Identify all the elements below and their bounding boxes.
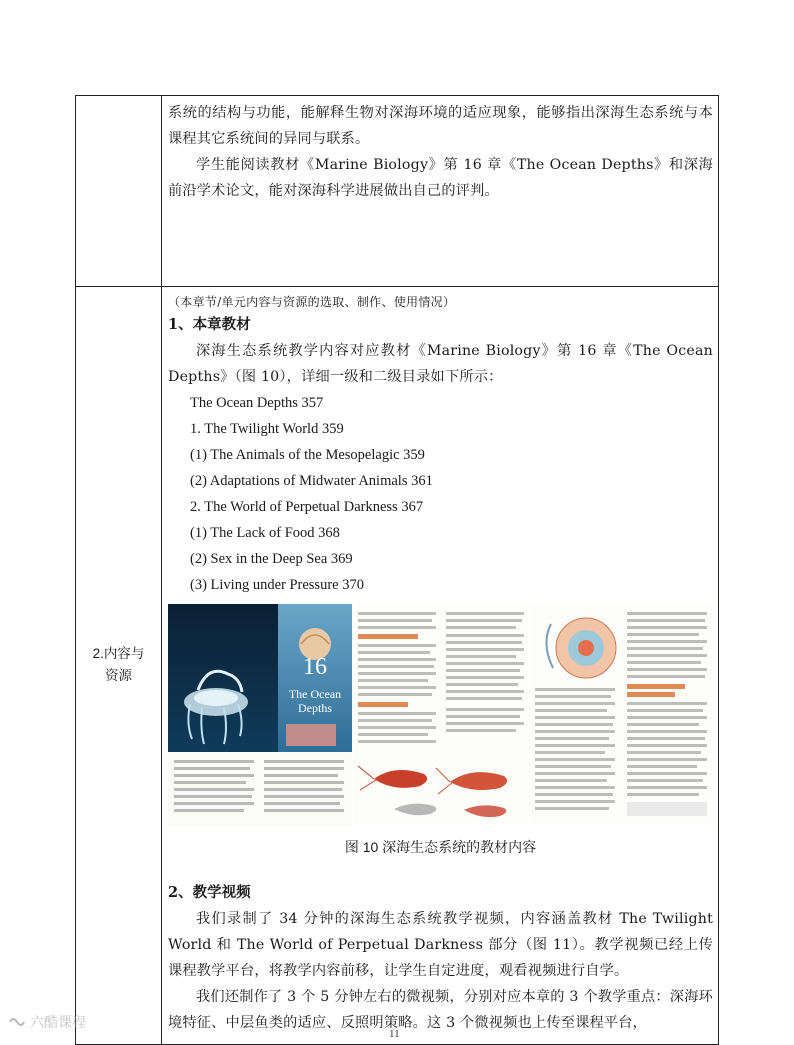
- perpetual-darkness-page-illustration: [531, 604, 713, 826]
- toc-item: (2) Sex in the Deep Sea 369: [190, 551, 353, 567]
- chapter-opener-illustration: [168, 604, 352, 826]
- section-2-title: 2、教学视频: [168, 884, 251, 901]
- watermark-logo-icon: [8, 1015, 26, 1029]
- content-resources-label: [76, 286, 161, 1044]
- chapter-title-line2: Depths: [298, 701, 332, 715]
- chapter-number: 16: [303, 654, 327, 680]
- objectives-paragraph-2: 学生能阅读教材《Marine Biology》第 16 章《The Ocean Depths》和深海前沿学术论文，能对深海科学进展做出自己的评判。: [168, 157, 713, 199]
- mesopelagic-page: [354, 604, 529, 826]
- column-divider: [161, 96, 162, 1044]
- section-note: （本章节/单元内容与资源的选取、制作、使用情况）: [168, 295, 456, 309]
- row-divider: [76, 286, 718, 287]
- section-1-title: 1、本章教材: [168, 316, 251, 333]
- section-2-paragraph-1: 我们录制了 34 分钟的深海生态系统教学视频，内容涵盖教材 The Twilight World 和 The World of Perpetual Darkness 部分（图 11）。教学视频已经上传课程教学平台，将教学内容前移，让学生自定进度，观看视频进行自学。: [168, 911, 713, 979]
- chapter-opener-page: [168, 604, 352, 826]
- label-line-2: 资源: [105, 668, 132, 683]
- chapter-title-line1: The Ocean: [288, 687, 342, 701]
- shrimp-illustration: [358, 766, 507, 817]
- toc-item: (2) Adaptations of Midwater Animals 361: [190, 473, 433, 489]
- mesopelagic-page-illustration: [354, 604, 529, 826]
- course-table: [75, 95, 719, 1045]
- toc-item: The Ocean Depths 357: [190, 395, 324, 411]
- section-2-paragraph-2: 我们还制作了 3 个 5 分钟左右的微视频，分别对应本章的 3 个教学重点：深海环境特征、中层鱼类的适应、反照明策略。这 3 个微视频也上传至课程平台，: [168, 989, 713, 1031]
- toc-item: (1) The Lack of Food 368: [190, 525, 340, 541]
- section-1-intro: 深海生态系统教学内容对应教材《Marine Biology》第 16 章《The Ocean Depths》（图 10），详细一级和二级目录如下所示：: [168, 343, 713, 385]
- watermark-text: 六酷课程: [30, 1014, 86, 1030]
- page-number: 11: [389, 1028, 400, 1040]
- objectives-cell: [168, 100, 713, 204]
- textbook-figure: [168, 604, 713, 828]
- toc-item: 1. The Twilight World 359: [190, 421, 344, 437]
- figure-caption: 图 10 深海生态系统的教材内容: [344, 839, 537, 855]
- content-cell: [168, 292, 713, 1036]
- objectives-paragraph-1: 系统的结构与功能，能解释生物对深海环境的适应现象，能够指出深海生态系统与本课程其它系统间的异同与联系。: [168, 105, 713, 147]
- toc-item: (3) Living under Pressure 370: [190, 577, 364, 593]
- toc-item: 2. The World of Perpetual Darkness 367: [190, 499, 424, 515]
- perpetual-darkness-page: [531, 604, 713, 826]
- toc-item: (1) The Animals of the Mesopelagic 359: [190, 447, 425, 463]
- watermark: [8, 1012, 86, 1032]
- label-line-1: 2.内容与: [92, 646, 145, 661]
